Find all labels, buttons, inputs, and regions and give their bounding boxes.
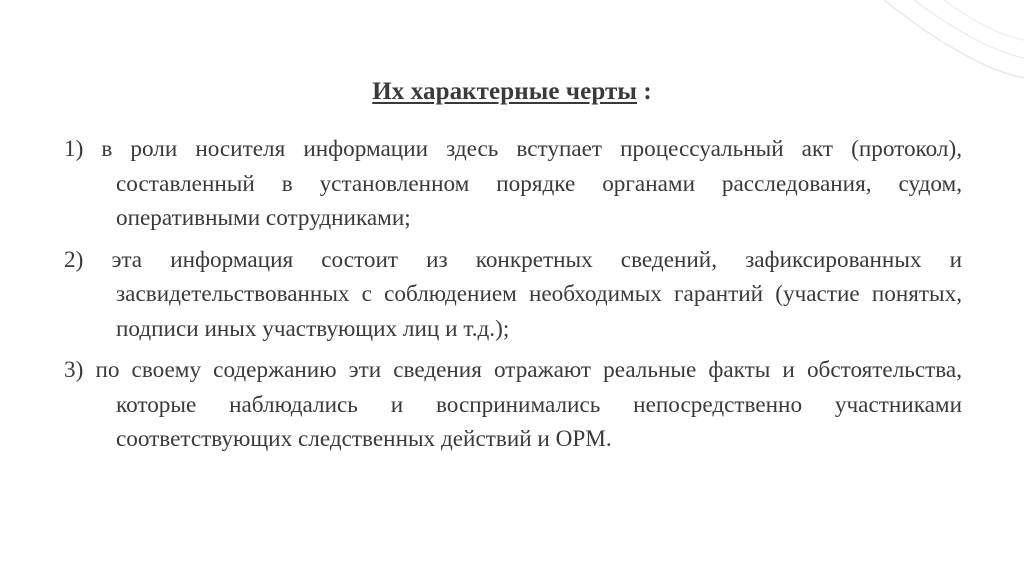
list-item-number: 1)	[64, 136, 84, 162]
list-item-text: в роли носителя информации здесь вступает процессуальный акт (протокол), составленный в установленном порядке органами расследования, судом, оперативными сотрудниками;	[101, 136, 962, 231]
slide-body	[64, 132, 962, 464]
slide-title	[372, 78, 652, 106]
list-item-3	[64, 353, 962, 457]
list-item-number: 3)	[64, 357, 84, 383]
list-item-text: эта информация состоит из конкретных сведений, зафиксированных и засвидетельствованных с соблюдением необходимых гарантий (участие понятых, подписи иных участвующих лиц и т.д.);	[111, 246, 963, 342]
list-item-text: по своему содержанию эти сведения отражают реальные факты и обстоятельства, которые наблюдались и воспринимались непосредственно участниками соответствующих следственных действий и ОРМ.	[95, 357, 963, 452]
slide-title-colon: :	[637, 78, 652, 105]
slide-title-text: Их характерные черты	[372, 78, 637, 105]
list-item-number: 2)	[64, 246, 84, 273]
list-item-1	[64, 132, 962, 236]
list-item-2	[64, 243, 962, 347]
title-container	[0, 78, 1024, 106]
